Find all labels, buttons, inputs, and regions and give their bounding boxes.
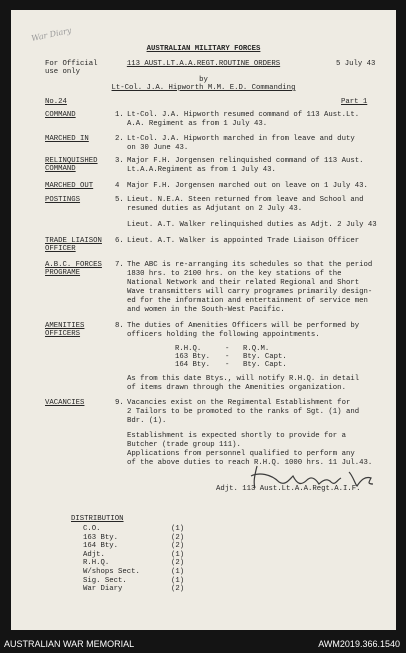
- distribution-copies: (1): [171, 567, 185, 576]
- item-text: Wave transmitters will carry programes primarily design-: [127, 288, 373, 296]
- item-number: 8.: [115, 322, 124, 330]
- signature-block: Adjt. 113 Aust.Lt.A.A.Regt.A.I.F.: [216, 485, 361, 493]
- distribution-copies: (2): [171, 533, 185, 542]
- heading-trade-liaison: TRADE LIAISON: [45, 237, 102, 245]
- item-text: The ABC is re-arranging its schedules so that the period: [127, 261, 373, 269]
- item-text: Applications from personnel qualified to perform any: [127, 450, 355, 458]
- heading-amenities-line2: OFFICERS: [45, 330, 81, 338]
- appointment-unit: 164 Bty.: [175, 361, 211, 369]
- item-text: Major F.H. Jorgensen relinquished command of 113 Aust.: [127, 157, 364, 165]
- heading-marched-out: MARCHED OUT: [45, 182, 94, 190]
- official-use-line1: For Official: [45, 60, 98, 68]
- official-use-line2: use only: [45, 68, 81, 76]
- distribution-copies: (2): [171, 542, 185, 551]
- item-number: 6.: [115, 237, 124, 245]
- order-number: No.24: [45, 98, 67, 106]
- heading-abc-forces-line2: PROGRAME: [45, 269, 81, 277]
- commander-line: Lt-Col. J.A. Hipworth M.M. E.D. Commanding: [111, 84, 296, 92]
- heading-marched-in: MARCHED IN: [45, 135, 89, 143]
- appointment-role: R.Q.M.: [243, 345, 270, 353]
- amenities-note: of items drawn through the Amenities organization.: [127, 384, 346, 392]
- order-date: 5 July 43: [336, 60, 376, 68]
- item-text: Lt-Col. J.A. Hipworth resumed command of 113 Aust.Lt.: [127, 111, 360, 119]
- item-text: Lieut. A.T. Walker is appointed Trade Liaison Officer: [127, 237, 360, 245]
- item-text: on 30 June 43.: [127, 144, 189, 152]
- heading-relinquished-command-line2: COMMAND: [45, 165, 76, 173]
- distribution-recipient: W/shops Sect.: [83, 567, 140, 576]
- item-text: Lt-Col. J.A. Hipworth marched in from leave and duty: [127, 135, 355, 143]
- distribution-row: [83, 585, 184, 594]
- distribution-recipient: C.O.: [83, 525, 101, 533]
- distribution-recipient: 164 Bty.: [83, 542, 119, 551]
- document-title: AUSTRALIAN MILITARY FORCES: [146, 45, 261, 53]
- appointment-dash: -: [225, 353, 230, 361]
- item-text: Vacancies exist on the Regimental Establishment for: [127, 399, 351, 407]
- distribution-heading: DISTRIBUTION: [71, 515, 124, 523]
- handwritten-note: War Diary: [30, 25, 73, 44]
- distribution-row: [83, 534, 184, 543]
- distribution-row: [83, 577, 184, 586]
- item-number: 3.: [115, 157, 124, 165]
- distribution-copies: (1): [171, 576, 185, 585]
- distribution-copies: (1): [171, 550, 185, 559]
- item-text: Lieut. N.E.A. Steen returned from leave and School and: [127, 196, 364, 204]
- appointment-unit: 163 Bty.: [175, 353, 211, 361]
- footer-accession-number: AWM2019.366.1540: [318, 639, 400, 649]
- item-text: National Network and their related Regional and Short: [127, 279, 360, 287]
- distribution-recipient: R.H.Q.: [83, 559, 110, 568]
- part-number: Part 1: [341, 98, 368, 106]
- item-text: Major F.H. Jorgensen marched out on leave on 1 July 43.: [127, 182, 368, 190]
- item-text: officers holding the following appointments.: [127, 331, 320, 339]
- item-text: Lieut. A.T. Walker relinquished duties as Adjt. 2 July 43: [127, 221, 377, 229]
- distribution-list: [83, 525, 184, 594]
- footer-institution: AUSTRALIAN WAR MEMORIAL: [4, 639, 135, 649]
- item-text: resumed duties as Adjutant on 2 July 43.: [127, 205, 303, 213]
- item-number: 5.: [115, 196, 124, 204]
- appointment-role: Bty. Capt.: [243, 353, 287, 361]
- heading-trade-liaison-line2: OFFICER: [45, 245, 76, 253]
- item-number: 4: [115, 182, 120, 190]
- distribution-row: [83, 542, 184, 551]
- item-text: and women in the South-West Pacific.: [127, 306, 285, 314]
- by-line: by: [199, 76, 208, 84]
- item-number: 1.: [115, 111, 124, 119]
- item-text: of the above duties to reach R.H.Q. 1000 hrs. 11 Jul.43.: [127, 459, 373, 467]
- distribution-recipient: Sig. Sect.: [83, 576, 127, 585]
- item-text: Butcher (trade group 111).: [127, 441, 241, 449]
- distribution-row: [83, 525, 184, 534]
- item-text: Establishment is expected shortly to provide for a: [127, 432, 346, 440]
- item-text: Bdr. (1).: [127, 417, 167, 425]
- distribution-copies: (2): [171, 585, 185, 594]
- distribution-recipient: 163 Bty.: [83, 533, 119, 542]
- appointment-dash: -: [225, 361, 230, 369]
- heading-postings: POSTINGS: [45, 196, 81, 204]
- unit-orders-heading: 113 AUST.LT.A.A.REGT.ROUTINE ORDERS: [126, 60, 281, 68]
- amenities-note: As from this date Btys., will notify R.H.Q. in detail: [127, 375, 360, 383]
- distribution-row: [83, 559, 184, 568]
- distribution-copies: (1): [171, 525, 185, 533]
- item-number: 2.: [115, 135, 124, 143]
- heading-amenities: AMENITIES: [45, 322, 85, 330]
- distribution-row: [83, 551, 184, 560]
- heading-command: COMMAND: [45, 111, 76, 119]
- heading-vacancies: VACANCIES: [45, 399, 85, 407]
- item-text: 2 Tailors to be promoted to the ranks of Sgt. (1) and: [127, 408, 360, 416]
- appointment-dash: -: [225, 345, 230, 353]
- heading-relinquished-command: RELINQUISHED: [45, 157, 98, 165]
- appointment-unit: R.H.Q.: [175, 345, 202, 353]
- distribution-recipient: War Diary: [83, 585, 123, 594]
- distribution-copies: (2): [171, 559, 185, 568]
- item-text: Lt.A.A.Regiment as from 1 July 43.: [127, 166, 276, 174]
- item-number: 7.: [115, 261, 124, 269]
- appointment-role: Bty. Capt.: [243, 361, 287, 369]
- distribution-recipient: Adjt.: [83, 550, 105, 559]
- item-text: ed for the information and entertainment of service men: [127, 297, 368, 305]
- distribution-row: [83, 568, 184, 577]
- item-number: 9.: [115, 399, 124, 407]
- archive-footer: [0, 636, 406, 653]
- item-text: 1830 hrs. to 2100 hrs. on the key stations of the: [127, 270, 342, 278]
- item-text: A.A. Regiment as from 1 July 43.: [127, 120, 268, 128]
- document-page: [11, 10, 396, 630]
- item-text: The duties of Amenities Officers will be performed by: [127, 322, 360, 330]
- heading-abc-forces: A.B.C. FORCES: [45, 261, 102, 269]
